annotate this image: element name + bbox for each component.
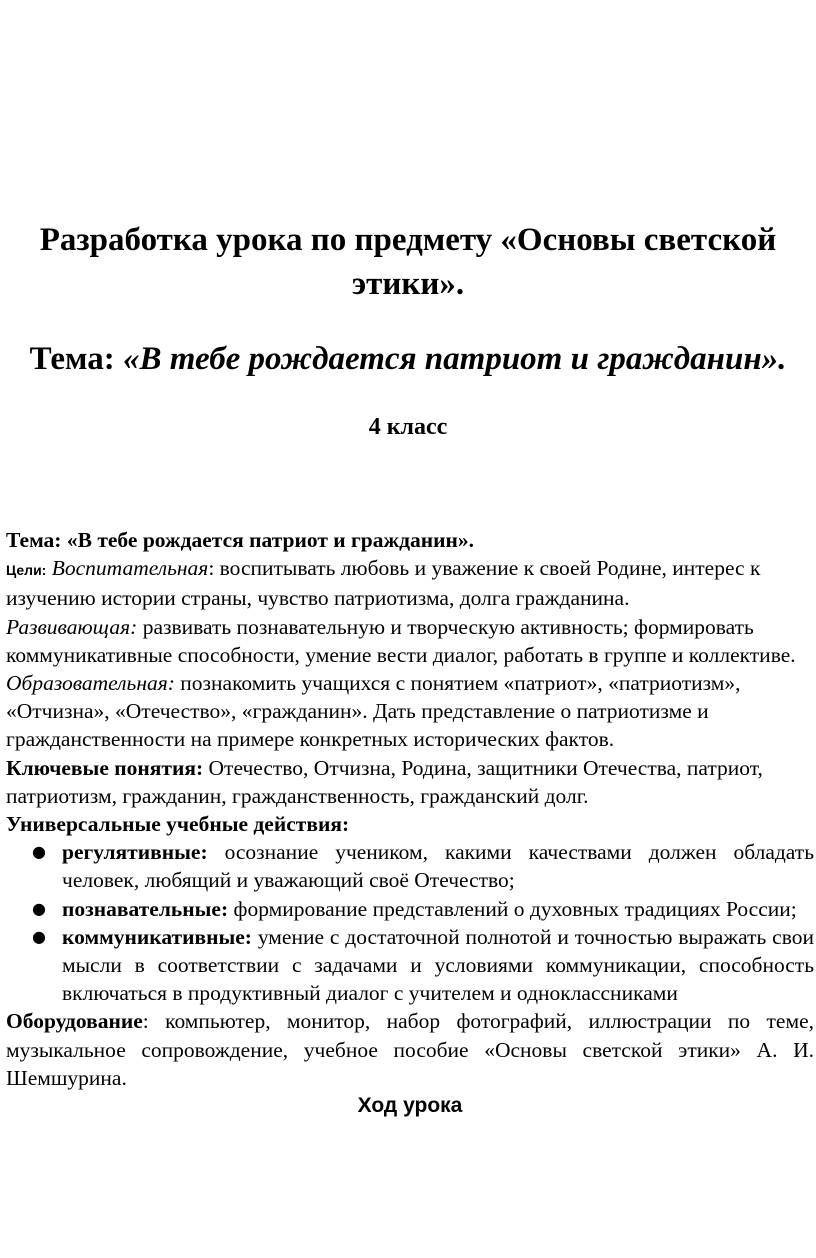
uud-item-label: регулятивные: [62, 840, 208, 865]
uud-heading: Универсальные учебные действия: [6, 812, 350, 837]
list-item [32, 895, 814, 923]
goal-teaching-label: Образовательная: [6, 671, 175, 696]
goals-paragraph [6, 554, 814, 612]
lesson-theme-heading [0, 337, 816, 381]
goal-teaching-paragraph [6, 669, 814, 754]
key-concepts-label: Ключевые понятия: [6, 755, 204, 780]
goal-developing-paragraph [6, 613, 814, 669]
uud-item-label: познавательные: [62, 896, 229, 921]
theme-paragraph [6, 526, 814, 554]
list-item [32, 923, 814, 1008]
title-line-2: этики». [351, 266, 465, 302]
uud-item-label: коммуникативные: [62, 924, 252, 949]
lesson-body [6, 526, 814, 1120]
uud-item-text: осознание учеником, какими качествами должен обладать человек, любящий и уважающий своё Отечество; [62, 840, 814, 893]
equipment-label: Оборудование [6, 1009, 143, 1034]
equipment-paragraph [6, 1007, 814, 1092]
theme-heading-label: Тема: [29, 341, 115, 377]
grade-label: 4 класс [368, 414, 448, 440]
bullet-icon: ● [32, 926, 46, 946]
goal-developing-text: развивать познавательную и творческую активность; формировать коммуникативные способности, умение вести диалог, работать в группе и коллективе. [6, 614, 796, 667]
equipment-text: : компьютер, монитор, набор фотографий, иллюстрации по теме, музыкальное сопровождение, учебное пособие «Основы светской этики» А. И. Шемшурина. [6, 1009, 814, 1090]
goal-teaching-text: познакомить учащихся с понятием «патриот», «патриотизм», «Отчизна», «Отечество», «гражданин». Дать представление о патриотизме и гражданственности на примере конкретных исторических фактов. [6, 671, 741, 752]
uud-item-text: умение с достаточной полнотой и точностью выражать свои мысли в соответствии с задачами и условиями коммуникации, способность включаться в продуктивный диалог с учителем и одноклассниками [62, 924, 814, 1006]
theme-label: Тема: [6, 528, 62, 552]
goal-educational-label: Воспитательная [51, 556, 209, 581]
document-title [0, 218, 816, 306]
goals-label: Цели: [6, 562, 47, 579]
theme-text: «В тебе рождается патриот и гражданин». [66, 528, 475, 552]
uud-item-text: формирование представлений о духовных традициях России; [228, 896, 797, 921]
title-line-1: Разработка урока по предмету «Основы светской [39, 222, 777, 258]
key-concepts-text: Отечество, Отчизна, Родина, защитники Отечества, патриот, патриотизм, гражданин, гражданственность, гражданский долг. [6, 755, 763, 808]
list-item [32, 838, 814, 894]
goal-developing-label: Развивающая: [6, 614, 138, 639]
goal-educational-text: : воспитывать любовь и уважение к своей Родине, интерес к изучению истории страны, чувство патриотизма, долга гражданина. [6, 556, 761, 611]
theme-heading-text: «В тебе рождается патриот и гражданин». [122, 341, 787, 377]
bullet-icon: ● [32, 898, 46, 918]
lesson-progress-heading: Ход урока [357, 1094, 463, 1118]
key-concepts-paragraph [6, 754, 814, 810]
uud-list [6, 838, 814, 1007]
bullet-icon: ● [32, 842, 46, 862]
